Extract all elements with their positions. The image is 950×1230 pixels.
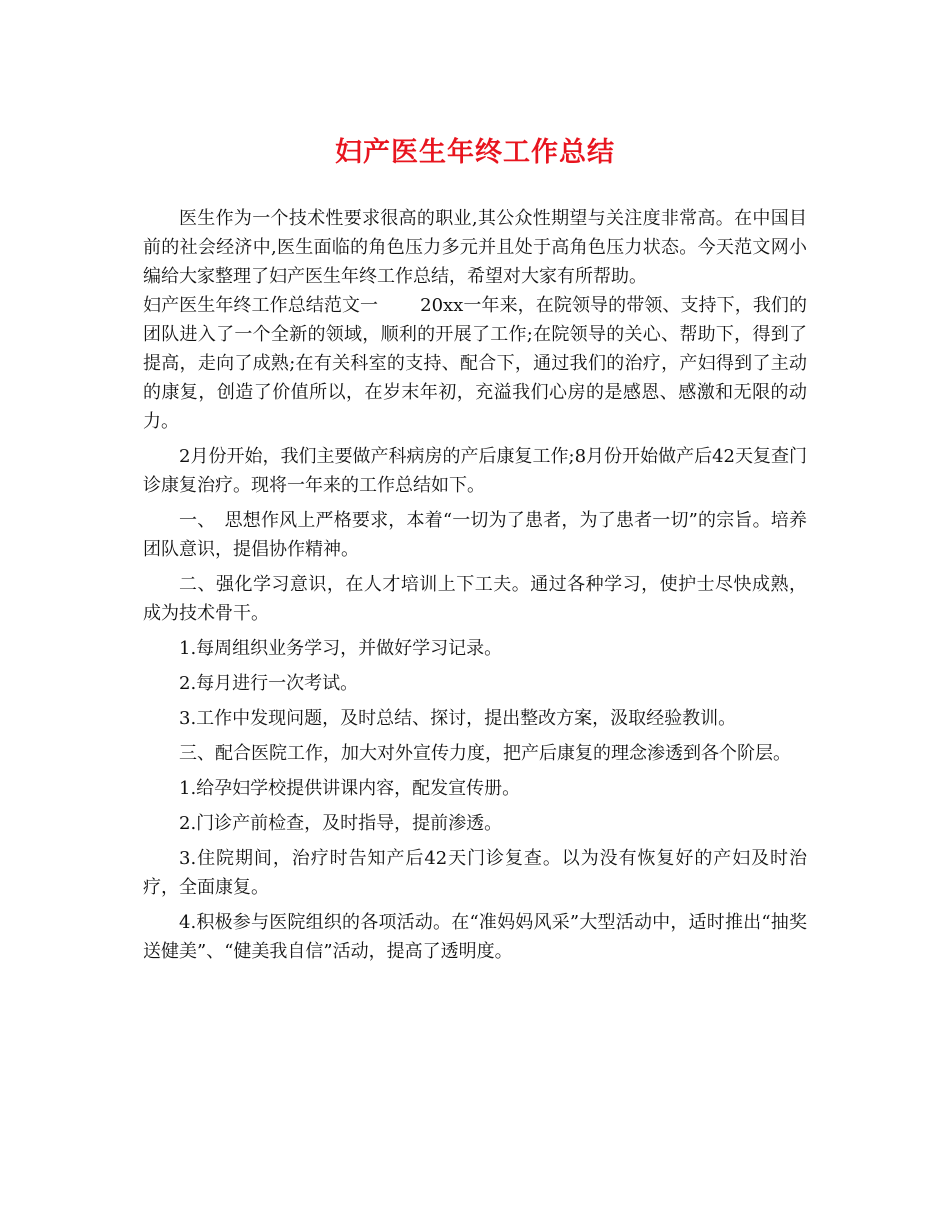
list-item: 3.住院期间，治疗时告知产后42天门诊复查。以为没有恢复好的产妇及时治疗，全面康复。 [143,848,807,898]
paragraph-timeline: 2月份开始，我们主要做产科病房的产后康复工作;8月份开始做产后42天复查门诊康复治疗。现将一年来的工作总结如下。 [143,446,807,496]
paragraph-sample-heading: 妇产医生年终工作总结范文一 20xx一年来，在院领导的带领、支持下，我们的团队进入了一个全新的领域，顺利的开展了工作;在院领导的关心、帮助下，得到了提高，走向了成熟;在有关科室的支持、配合下，通过我们的治疗，产妇得到了主动的康复，创造了价值所以，在岁末年初，充溢我们心房的是感恩、感激和无限的动力。 [143,295,807,432]
list-item: 4.积极参与医院组织的各项活动。在“准妈妈风采”大型活动中，适时推出“抽奖送健美”、“健美我自信”活动，提高了透明度。 [143,912,807,962]
paragraph-section-two: 二、强化学习意识，在人才培训上下工夫。通过各种学习，使护士尽快成熟，成为技术骨干。 [143,574,807,624]
list-item: 2.每月进行一次考试。 [179,673,359,694]
list-item: 1.给孕妇学校提供讲课内容，配发宣传册。 [179,778,521,799]
document-title: 妇产医生年终工作总结 [335,137,615,168]
paragraph-section-one: 一、 思想作风上严格要求，本着“一切为了患者，为了患者一切”的宗旨。培养团队意识，提倡协作精神。 [143,510,807,560]
paragraph-intro: 医生作为一个技术性要求很高的职业,其公众性期望与关注度非常高。在中国目前的社会经济中,医生面临的角色压力多元并且处于高角色压力状态。今天范文网小编给大家整理了妇产医生年终工作总结，希望对大家有所帮助。 [143,208,807,287]
list-item: 2.门诊产前检查，及时指导，提前渗透。 [179,813,503,834]
list-item: 1.每周组织业务学习，并做好学习记录。 [179,638,503,659]
list-item: 3.工作中发现问题，及时总结、探讨，提出整改方案，汲取经验教训。 [179,708,737,729]
paragraph-section-three: 三、配合医院工作，加大对外宣传力度，把产后康复的理念渗透到各个阶层。 [179,743,791,764]
document-body [143,204,807,966]
